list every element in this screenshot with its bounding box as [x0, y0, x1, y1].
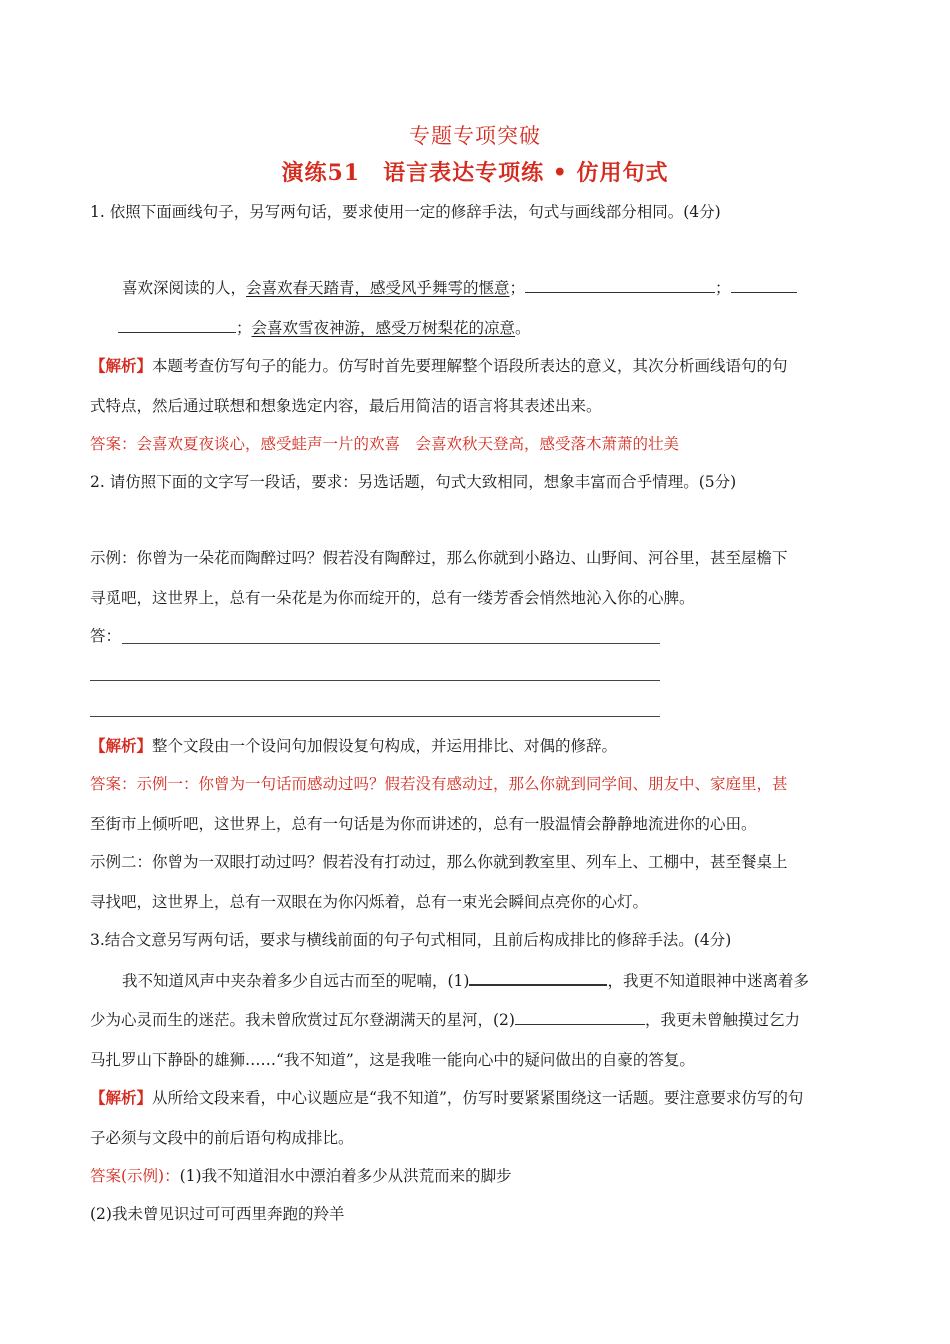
q1-sep-2: ；: [715, 279, 731, 297]
q3-analysis-text1: 从所给文段来看，中心议题应是“我不知道”，仿写时要紧紧围绕这一话题。要注意要求仿写的句: [152, 1089, 804, 1107]
q3-answer-label: 答案(示例)：: [90, 1167, 180, 1185]
q2-analysis-tag: 【解析】: [90, 736, 153, 755]
q1-sep-1: ；: [509, 279, 526, 297]
q2-answer-ex2-line1: 示例二：你曾为一双眼打动过吗？假若没有打动过，那么你就到教室里、列车上、工棚中，甚至餐桌上: [90, 853, 788, 871]
q2-answer-rule-1[interactable]: [122, 643, 660, 644]
q1-stem-a: 喜欢深阅读的人，: [122, 279, 247, 297]
q3-analysis-line2: 子必须与文段中的前后语句构成排比。: [90, 1129, 354, 1147]
q3-passage-1b: ，我更不知道眼神中迷离着多: [607, 972, 809, 990]
q2-answer-ex2-line2: 寻找吧，这世界上，总有一双眼在为你闪烁着，总有一束光会瞬间点亮你的心灯。: [90, 893, 649, 911]
q1-underlined-2: 会喜欢雪夜神游，感受万树梨花的凉意: [251, 319, 516, 337]
q2-example-line2: 寻觅吧，这世界上，总有一朵花是为你而绽开的，总有一缕芳香会悄然地沁入你的心脾。: [90, 589, 695, 607]
q1-analysis-line2: 式特点，然后通过联想和想象选定内容，最后用简洁的语言将其表述出来。: [90, 397, 602, 415]
q3-answer-line1: [90, 1166, 512, 1186]
q1-underlined-1: 会喜欢春天踏青，感受风乎舞雩的惬意: [246, 279, 510, 297]
q3-passage-line3: 马扎罗山下静卧的雄狮……“我不知道”，这是我唯一能向心中的疑问做出的自豪的答复。: [90, 1051, 695, 1069]
q2-answer-label: 答：: [90, 627, 122, 645]
q3-passage-line1: [122, 970, 809, 991]
q2-answer-rule-3[interactable]: [90, 716, 660, 717]
q1-blank-1[interactable]: [525, 278, 715, 293]
q1-blank-2b[interactable]: [118, 318, 236, 333]
q1-sep-3: ；: [236, 319, 252, 337]
q3-answer-1: (1)我不知道泪水中漂泊着多少从洪荒而来的脚步: [179, 1167, 512, 1185]
q3-blank-1[interactable]: [469, 970, 607, 986]
q3-answer-line2: (2)我未曾见识过可可西里奔跑的羚羊: [90, 1205, 345, 1223]
q1-analysis-tag: 【解析】: [90, 356, 153, 375]
q3-passage-2b: ，我更未曾触摸过乞力: [644, 1011, 800, 1029]
q2-example-line1: 示例：你曾为一朵花而陶醉过吗？假若没有陶醉过，那么你就到小路边、山野间、河谷里，甚至屋檐下: [90, 549, 788, 567]
q3-passage-1a: 我不知道风声中夹杂着多少自远古而至的呢喃，(1): [122, 972, 470, 990]
q1-stem-end: 。: [515, 319, 531, 337]
q3-prompt: 3.结合文意另写两句话，要求与横线前面的句子句式相同，且前后构成排比的修辞手法。(4分): [90, 931, 732, 949]
q2-answer-ex1-line1: 答案：示例一：你曾为一句话而感动过吗？假若没有感动过，那么你就到同学间、朋友中、家庭里，甚: [90, 775, 788, 793]
q3-passage-line2: [90, 1010, 800, 1030]
q1-blank-2a[interactable]: [731, 278, 797, 293]
page-title: 专题专项突破: [409, 124, 541, 148]
q1-analysis-text1: 本题考查仿写句子的能力。仿写时首先要理解整个语段所表达的意义，其次分析画线语句的句: [152, 357, 788, 375]
q3-analysis-tag: 【解析】: [90, 1088, 153, 1107]
q1-stem-line2: [118, 318, 531, 338]
q1-answer: 答案：会喜欢夏夜谈心，感受蛙声一片的欢喜 会喜欢秋天登高，感受落木萧萧的壮美: [90, 435, 680, 453]
q3-analysis-line1: [90, 1088, 803, 1108]
q2-answer-rule-2[interactable]: [90, 680, 660, 681]
q1-prompt: 1. 依照下面画线句子，另写两句话，要求使用一定的修辞手法，句式与画线部分相同。(4分): [90, 203, 721, 221]
page-subtitle: 演练51 语言表达专项练 • 仿用句式: [281, 160, 669, 186]
q2-answer-ex1-line2: 至街市上倾听吧，这世界上，总有一句话是为你而讲述的，总有一股温情会静静地流进你的心田。: [90, 815, 757, 833]
q2-prompt: 2. 请仿照下面的文字写一段话，要求：另选话题，句式大致相同，想象丰富而合乎情理。(5分): [90, 473, 737, 491]
q3-blank-2[interactable]: [515, 1010, 645, 1025]
q1-stem-line1: [122, 278, 797, 298]
q3-passage-2a: 少为心灵而生的迷茫。我未曾欣赏过瓦尔登湖满天的星河，(2): [90, 1011, 515, 1029]
q1-analysis-line1: [90, 356, 788, 376]
q2-analysis-text: 整个文段由一个设问句加假设复句构成，并运用排比、对偶的修辞。: [152, 737, 618, 755]
q2-analysis: [90, 736, 617, 756]
